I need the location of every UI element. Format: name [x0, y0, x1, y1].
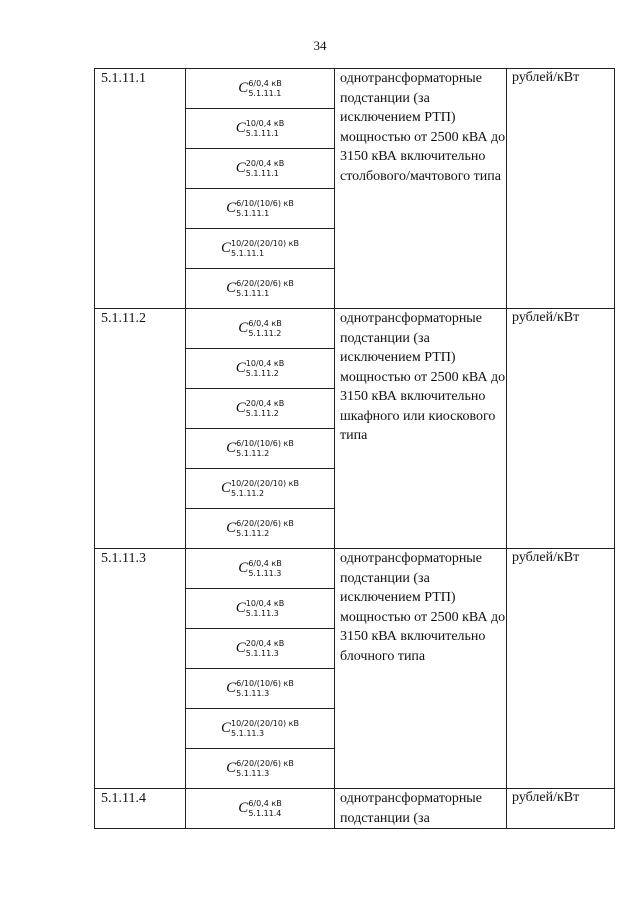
rate-formula-cell: [186, 789, 335, 829]
item-code: 5.1.11.1: [95, 69, 186, 309]
rate-formula-cell: [186, 629, 335, 669]
rate-indices: [246, 399, 284, 418]
tariff-table-body: [95, 69, 615, 829]
rate-formula-cell: [186, 349, 335, 389]
rate-formula-cell: [186, 669, 335, 709]
voltage-superscript: 6/0,4 кВ: [248, 799, 282, 808]
item-subscript: 5.1.11.2: [236, 529, 270, 538]
rate-indices: [246, 359, 284, 378]
rate-symbol: C: [235, 600, 246, 616]
rate-indices: [231, 479, 299, 498]
item-subscript: 5.1.11.3: [245, 609, 279, 618]
rate-symbol: C: [221, 240, 232, 256]
rate-formula-cell: [186, 269, 335, 309]
rate-formula: [238, 319, 281, 338]
item-subscript: 5.1.11.2: [248, 329, 282, 338]
rate-indices: [236, 679, 294, 698]
item-subscript: 5.1.11.1: [248, 89, 282, 98]
item-unit: рублей/кВт: [507, 309, 615, 549]
rate-indices: [236, 519, 294, 538]
table-row: [95, 549, 615, 589]
rate-formula: [238, 799, 281, 818]
voltage-superscript: 10/20/(20/10) кВ: [231, 479, 299, 488]
rate-formula: [236, 599, 284, 618]
rate-formula-cell: [186, 109, 335, 149]
rate-symbol: C: [226, 520, 237, 536]
rate-symbol: C: [221, 720, 232, 736]
rate-formula-cell: [186, 749, 335, 789]
voltage-superscript: 10/0,4 кВ: [245, 119, 285, 128]
voltage-superscript: 6/10/(10/6) кВ: [236, 199, 294, 208]
rate-formula: [221, 479, 299, 498]
rate-formula-cell: [186, 509, 335, 549]
rate-formula: [226, 679, 294, 698]
voltage-superscript: 6/20/(20/6) кВ: [236, 279, 294, 288]
rate-formula: [238, 559, 281, 578]
rate-formula: [236, 119, 284, 138]
item-subscript: 5.1.11.2: [245, 409, 279, 418]
table-row: [95, 789, 615, 829]
voltage-superscript: 20/0,4 кВ: [245, 639, 285, 648]
rate-indices: [236, 199, 294, 218]
item-description: однотрансформаторные подстанции (за: [335, 789, 507, 829]
rate-formula: [236, 359, 284, 378]
rate-formula-cell: [186, 589, 335, 629]
rate-indices: [246, 639, 284, 658]
rate-indices: [236, 759, 294, 778]
item-unit: рублей/кВт: [507, 549, 615, 789]
item-unit: рублей/кВт: [507, 69, 615, 309]
rate-formula: [226, 199, 294, 218]
voltage-superscript: 6/20/(20/6) кВ: [236, 759, 294, 768]
item-subscript: 5.1.11.2: [245, 369, 279, 378]
rate-indices: [246, 159, 284, 178]
item-subscript: 5.1.11.1: [245, 129, 279, 138]
rate-formula-cell: [186, 309, 335, 349]
item-code: 5.1.11.3: [95, 549, 186, 789]
voltage-superscript: 6/0,4 кВ: [248, 559, 282, 568]
voltage-superscript: 6/0,4 кВ: [248, 79, 282, 88]
rate-formula-cell: [186, 709, 335, 749]
rate-formula-cell: [186, 429, 335, 469]
rate-formula: [236, 159, 284, 178]
rate-indices: [248, 559, 281, 578]
rate-formula: [226, 759, 294, 778]
rate-symbol: C: [238, 80, 249, 96]
item-subscript: 5.1.11.1: [245, 169, 279, 178]
rate-formula-cell: [186, 189, 335, 229]
rate-symbol: C: [235, 640, 246, 656]
voltage-superscript: 20/0,4 кВ: [245, 399, 285, 408]
rate-formula: [226, 519, 294, 538]
rate-symbol: C: [226, 440, 237, 456]
rate-formula: [236, 399, 284, 418]
rate-formula-cell: [186, 229, 335, 269]
item-subscript: 5.1.11.1: [236, 209, 270, 218]
rate-symbol: C: [226, 280, 237, 296]
rate-symbol: C: [226, 760, 237, 776]
item-subscript: 5.1.11.3: [245, 649, 279, 658]
rate-formula-cell: [186, 469, 335, 509]
rate-symbol: C: [235, 120, 246, 136]
table-row: [95, 69, 615, 109]
rate-formula: [226, 279, 294, 298]
voltage-superscript: 10/20/(20/10) кВ: [231, 719, 299, 728]
rate-formula-cell: [186, 149, 335, 189]
item-subscript: 5.1.11.3: [231, 729, 265, 738]
rate-formula: [226, 439, 294, 458]
voltage-superscript: 10/20/(20/10) кВ: [231, 239, 299, 248]
item-description: однотрансформаторные подстанции (за исключением РТП) мощностью от 2500 кВА до 3150 кВА включительно шкафного или киоскового типа: [335, 309, 507, 549]
item-subscript: 5.1.11.1: [231, 249, 265, 258]
rate-formula: [236, 639, 284, 658]
item-subscript: 5.1.11.4: [248, 809, 282, 818]
item-subscript: 5.1.11.2: [236, 449, 270, 458]
item-description: однотрансформаторные подстанции (за исключением РТП) мощностью от 2500 кВА до 3150 кВА включительно блочного типа: [335, 549, 507, 789]
voltage-superscript: 6/10/(10/6) кВ: [236, 679, 294, 688]
rate-symbol: C: [238, 800, 249, 816]
rate-indices: [236, 439, 294, 458]
voltage-superscript: 6/0,4 кВ: [248, 319, 282, 328]
rate-indices: [236, 279, 294, 298]
rate-symbol: C: [238, 320, 249, 336]
rate-formula: [221, 719, 299, 738]
item-unit: рублей/кВт: [507, 789, 615, 829]
item-subscript: 5.1.11.1: [236, 289, 270, 298]
rate-symbol: C: [221, 480, 232, 496]
tariff-table: [94, 68, 615, 829]
item-subscript: 5.1.11.3: [236, 689, 270, 698]
item-subscript: 5.1.11.2: [231, 489, 265, 498]
item-code: 5.1.11.2: [95, 309, 186, 549]
rate-symbol: C: [235, 160, 246, 176]
voltage-superscript: 20/0,4 кВ: [245, 159, 285, 168]
rate-symbol: C: [235, 360, 246, 376]
rate-formula-cell: [186, 389, 335, 429]
item-description: однотрансформаторные подстанции (за исключением РТП) мощностью от 2500 кВА до 3150 кВА включительно столбового/мачтового типа: [335, 69, 507, 309]
voltage-superscript: 6/20/(20/6) кВ: [236, 519, 294, 528]
rate-indices: [231, 719, 299, 738]
rate-indices: [248, 319, 281, 338]
rate-indices: [231, 239, 299, 258]
table-row: [95, 309, 615, 349]
rate-formula-cell: [186, 549, 335, 589]
voltage-superscript: 10/0,4 кВ: [245, 359, 285, 368]
voltage-superscript: 10/0,4 кВ: [245, 599, 285, 608]
rate-indices: [246, 119, 284, 138]
rate-symbol: C: [226, 200, 237, 216]
item-subscript: 5.1.11.3: [248, 569, 282, 578]
rate-indices: [246, 599, 284, 618]
rate-symbol: C: [235, 400, 246, 416]
voltage-superscript: 6/10/(10/6) кВ: [236, 439, 294, 448]
rate-formula: [221, 239, 299, 258]
rate-indices: [248, 799, 281, 818]
item-code: 5.1.11.4: [95, 789, 186, 829]
rate-symbol: C: [226, 680, 237, 696]
rate-indices: [248, 79, 281, 98]
page-number: 34: [313, 38, 327, 53]
rate-formula-cell: [186, 69, 335, 109]
rate-formula: [238, 79, 281, 98]
item-subscript: 5.1.11.3: [236, 769, 270, 778]
rate-symbol: C: [238, 560, 249, 576]
